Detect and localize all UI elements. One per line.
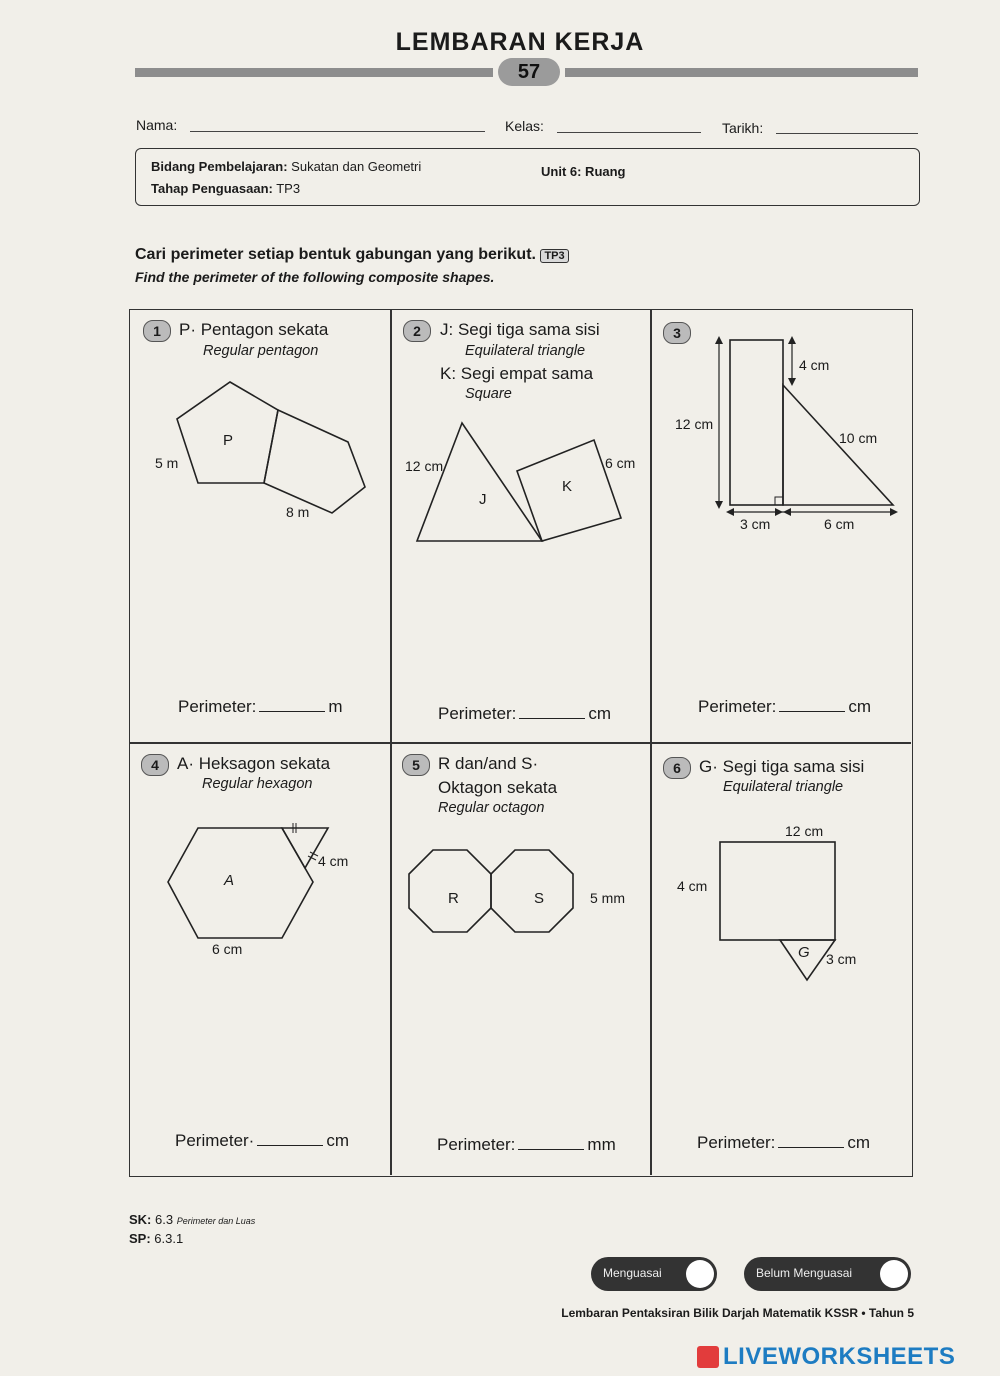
q5-side: 5 mm (590, 890, 625, 906)
question-4-subtitle: Regular hexagon (202, 776, 313, 792)
unit-label: Unit 6: Ruang (541, 164, 626, 179)
q4-shape-label: A (224, 872, 235, 889)
page-title: LEMBARAN KERJA (395, 28, 645, 56)
rectangle (730, 340, 783, 505)
q1-answer-blank[interactable] (259, 711, 325, 712)
q4-perimeter-label: Perimeter· (175, 1131, 255, 1150)
menguasai-button[interactable] (591, 1257, 717, 1291)
question-2-title-1: J: Segi tiga sama sisi (440, 320, 600, 339)
bidang-value: Sukatan dan Geometri (291, 159, 422, 174)
sk-label: SK: (129, 1212, 152, 1227)
sp-label: SP: (129, 1231, 151, 1246)
sk-row (129, 1212, 255, 1227)
q2-unit: cm (588, 704, 612, 723)
q4-side-b: 6 cm (212, 941, 243, 957)
q4-answer-blank[interactable] (257, 1145, 323, 1146)
belum-menguasai-checkbox-circle[interactable] (880, 1260, 908, 1288)
q6-unit: cm (847, 1133, 871, 1152)
q5-answer-blank[interactable] (518, 1149, 584, 1150)
bidang-label: Bidang Pembelajaran: (151, 159, 288, 174)
q1-shape-label: P (223, 432, 234, 449)
question-1-subtitle: Regular pentagon (203, 343, 319, 359)
q6-shape-label: G (798, 944, 810, 961)
question-4-title: A· Heksagon sekata (177, 754, 331, 773)
question-1-title: P· Pentagon sekata (179, 320, 329, 339)
sp-row (129, 1231, 183, 1246)
tarikh-label: Tarikh: (722, 120, 764, 136)
sk-value: 6.3 (155, 1212, 174, 1227)
right-angle-mark (775, 497, 783, 505)
square (720, 842, 835, 940)
q6-left: 4 cm (677, 878, 708, 894)
q3-base-a: 3 cm (740, 516, 771, 532)
nama-label: Nama: (136, 117, 178, 133)
question-5-subtitle: Regular octagon (438, 800, 545, 816)
q1-perimeter-label: Perimeter: (178, 697, 257, 716)
q3-perimeter-label: Perimeter: (698, 697, 777, 716)
q6-perimeter-label: Perimeter: (697, 1133, 776, 1152)
q6-top: 12 cm (785, 823, 824, 839)
bidang-row (151, 159, 421, 174)
instruction-malay (135, 246, 569, 264)
question-2-subtitle-1: Equilateral triangle (465, 343, 586, 359)
q5-unit: mm (587, 1135, 616, 1154)
question-2-number: 2 (403, 320, 431, 342)
info-box (135, 148, 920, 206)
q6-answer-blank[interactable] (778, 1147, 844, 1148)
q2-side-b: 6 cm (605, 455, 636, 471)
q2-answer-blank[interactable] (519, 718, 585, 719)
question-1-perimeter (178, 697, 343, 717)
q1-unit: m (328, 697, 343, 716)
tahap-label: Tahap Penguasaan: (151, 181, 273, 196)
question-3-perimeter (698, 697, 871, 717)
nama-field[interactable] (190, 131, 485, 132)
triangle-j (417, 423, 542, 541)
logo-icon (697, 1346, 719, 1368)
watermark-text: LIVEWORKSHEETS (723, 1343, 956, 1370)
q3-top: 4 cm (799, 357, 830, 373)
q4-side-a: 4 cm (318, 853, 349, 869)
q2-shape-k: K (562, 478, 573, 495)
question-6-figure (652, 830, 908, 990)
grid-divider-row (129, 742, 911, 744)
q5-perimeter-label: Perimeter: (437, 1135, 516, 1154)
q5-shape-s: S (534, 890, 545, 907)
sp-value: 6.3.1 (154, 1231, 184, 1246)
tahap-value: TP3 (276, 181, 301, 196)
belum-menguasai-button[interactable] (744, 1257, 911, 1291)
kelas-label: Kelas: (505, 118, 544, 134)
question-2-perimeter (438, 704, 611, 724)
q1-side-a: 5 m (155, 455, 179, 471)
question-6-title: G· Segi tiga sama sisi (699, 757, 865, 776)
question-6-perimeter (697, 1133, 870, 1153)
kelas-field[interactable] (557, 132, 701, 133)
question-4-figure (130, 810, 388, 950)
octagon-s (491, 850, 573, 932)
question-3-number: 3 (663, 322, 691, 344)
instruction-malay-text: Cari perimeter setiap bentuk gabungan yang berikut. (135, 246, 536, 263)
menguasai-label: Menguasai (603, 1266, 662, 1280)
q6-side: 3 cm (826, 951, 857, 967)
question-5-number: 5 (402, 754, 430, 776)
question-6-subtitle: Equilateral triangle (723, 779, 844, 795)
question-4-perimeter (175, 1131, 349, 1151)
menguasai-checkbox-circle[interactable] (686, 1260, 714, 1288)
q2-perimeter-label: Perimeter: (438, 704, 517, 723)
q3-hyp: 10 cm (839, 430, 878, 446)
belum-menguasai-label: Belum Menguasai (756, 1266, 853, 1280)
tarikh-field[interactable] (776, 133, 918, 134)
header-bar-left (135, 68, 493, 77)
book-title: Lembaran Pentaksiran Bilik Darjah Matematik KSSR • Tahun 5 (561, 1306, 914, 1320)
tp-badge: TP3 (540, 249, 568, 263)
q3-base-b: 6 cm (824, 516, 855, 532)
q3-height: 12 cm (675, 416, 714, 432)
sk-desc: Perimeter dan Luas (176, 1216, 256, 1226)
question-1-number: 1 (143, 320, 171, 342)
question-5-perimeter (437, 1135, 616, 1155)
tahap-row (151, 181, 300, 196)
question-2-title-2: K: Segi empat sama (440, 364, 594, 383)
question-1-figure (130, 370, 388, 530)
instruction-english: Find the perimeter of the following composite shapes. (135, 269, 495, 285)
q4-unit: cm (326, 1131, 350, 1150)
q3-unit: cm (848, 697, 872, 716)
sheet-number-badge: 57 (498, 58, 560, 86)
question-4-number: 4 (141, 754, 169, 776)
question-5-title-2: Oktagon sekata (438, 778, 558, 797)
q2-side-a: 12 cm (405, 458, 444, 474)
header-bar-right (565, 68, 918, 77)
q2-shape-j: J (479, 491, 487, 508)
question-6-number: 6 (663, 757, 691, 779)
q3-answer-blank[interactable] (779, 711, 845, 712)
question-2-figure (392, 410, 648, 550)
q5-shape-r: R (448, 890, 459, 907)
question-5-title: R dan/and S· (438, 754, 539, 773)
q1-side-b: 8 m (286, 504, 310, 520)
question-2-subtitle-2: Square (465, 386, 512, 402)
pentagon-q (264, 410, 365, 513)
